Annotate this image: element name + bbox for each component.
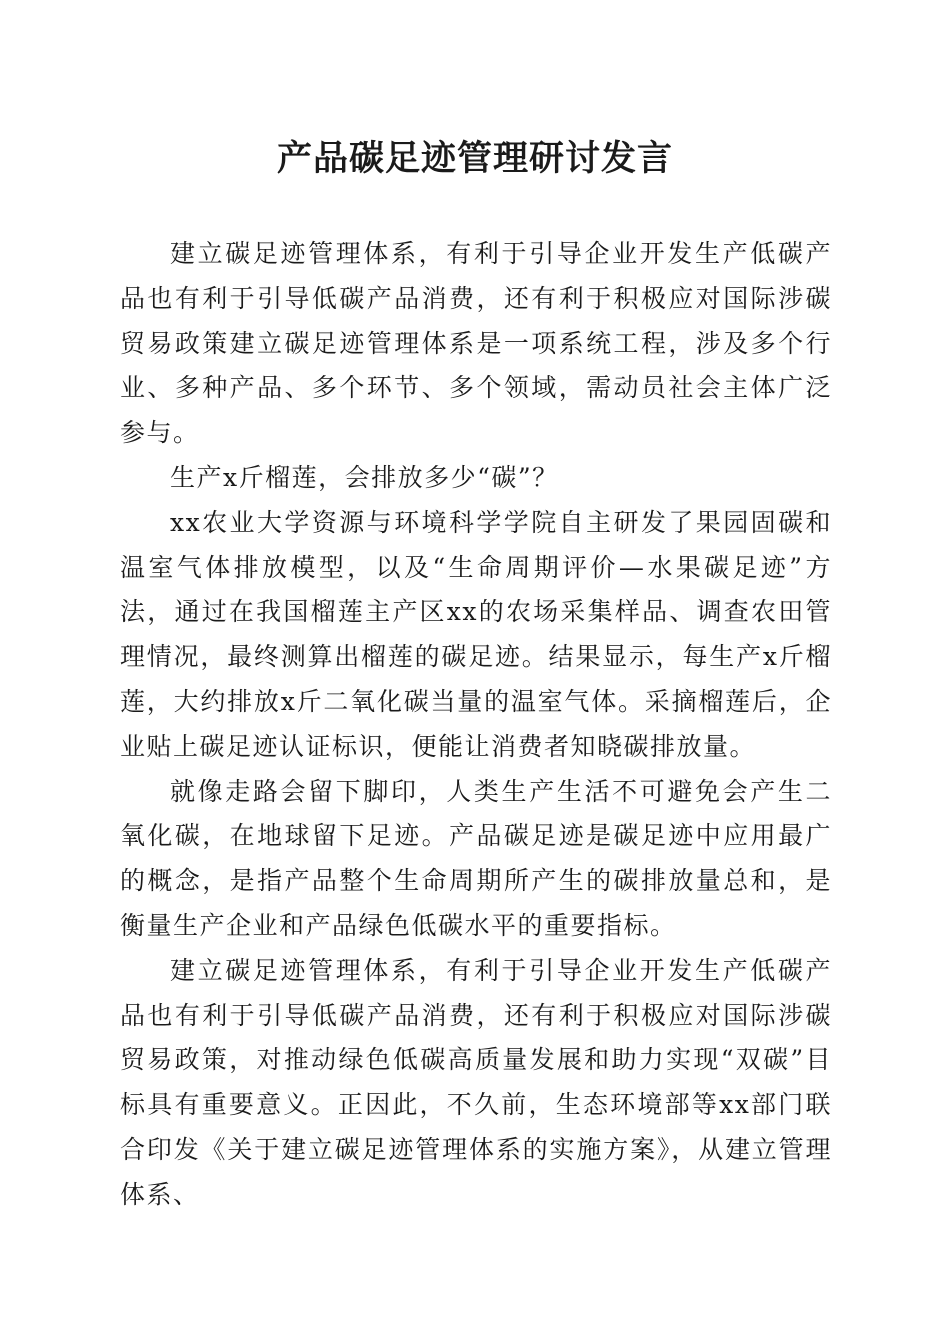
document-title: 产品碳足迹管理研讨发言 (276, 138, 673, 179)
paragraph-3: xx农业大学资源与环境科学学院自主研发了果园固碳和温室气体排放模型，以及“生命周期评价—水果碳足迹”方法，通过在我国榴莲主产区xx的农场采集样品、调查农田管理情况，最终测算出榴莲的碳足迹。结果显示，每生产x斤榴莲，大约排放x斤二氧化碳当量的温室气体。采摘榴莲后，企业贴上碳足迹认证标识，便能让消费者知晓碳排放量。 (120, 507, 832, 761)
paragraph-2: 生产x斤榴莲，会排放多少“碳”？ (170, 462, 559, 492)
document-body (120, 232, 832, 1218)
paragraph-5: 建立碳足迹管理体系，有利于引导企业开发生产低碳产品也有利于引导低碳产品消费，还有利于积极应对国际涉碳贸易政策，对推动绿色低碳高质量发展和助力实现“双碳”目标具有重要意义。正因此，不久前，生态环境部等xx部门联合印发《关于建立碳足迹管理体系的实施方案》，从建立管理体系、 (120, 955, 832, 1209)
paragraph-1: 建立碳足迹管理体系，有利于引导企业开发生产低碳产品也有利于引导低碳产品消费，还有利于积极应对国际涉碳贸易政策建立碳足迹管理体系是一项系统工程，涉及多个行业、多种产品、多个环节、多个领域，需动员社会主体广泛参与。 (120, 239, 832, 448)
paragraph-4: 就像走路会留下脚印，人类生产生活不可避免会产生二氧化碳，在地球留下足迹。产品碳足迹是碳足迹中应用最广的概念，是指产品整个生命周期所产生的碳排放量总和，是衡量生产企业和产品绿色低碳水平的重要指标。 (120, 776, 832, 940)
